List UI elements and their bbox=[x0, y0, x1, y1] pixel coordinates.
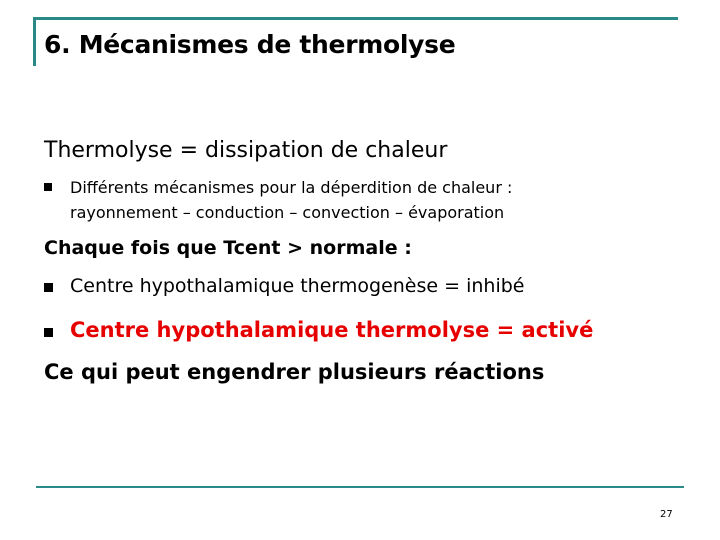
conclusion-line: Ce qui peut engendrer plusieurs réactions bbox=[44, 360, 545, 384]
square-bullet-icon bbox=[44, 328, 53, 337]
footer-rule bbox=[36, 486, 684, 488]
title-frame-left-rule bbox=[33, 17, 36, 66]
title-frame-top-rule bbox=[33, 17, 678, 20]
slide-title: 6. Mécanismes de thermolyse bbox=[44, 30, 456, 59]
bullet-mechanisms-continuation: rayonnement – conduction – convection – évaporation bbox=[70, 203, 505, 222]
square-bullet-icon bbox=[44, 283, 53, 292]
bullet-thermogenesis-text: Centre hypothalamique thermogenèse = inhibé bbox=[70, 275, 525, 297]
bullet-thermolysis-text: Centre hypothalamique thermolyse = activé bbox=[70, 318, 594, 342]
bullet-mechanisms-text: Différents mécanismes pour la déperdition de chaleur : bbox=[70, 178, 513, 197]
section-heading: Thermolyse = dissipation de chaleur bbox=[44, 138, 448, 163]
page-number: 27 bbox=[660, 509, 673, 520]
square-bullet-icon bbox=[44, 183, 52, 191]
condition-line: Chaque fois que Tcent > normale : bbox=[44, 237, 412, 259]
